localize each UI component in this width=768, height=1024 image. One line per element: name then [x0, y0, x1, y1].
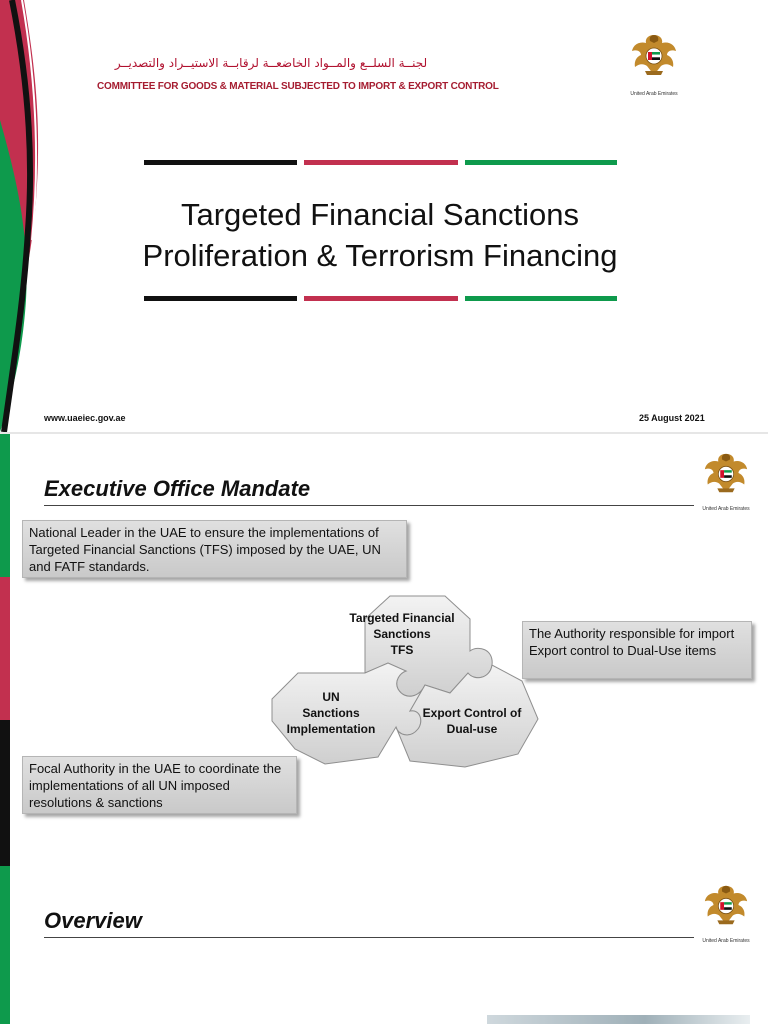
uae-emblem — [626, 26, 682, 97]
slide-title-line1: Targeted Financial Sanctions — [180, 197, 580, 232]
puzzle-un-line3: Implementation — [286, 722, 376, 736]
emblem-caption: United Arab Emirates — [630, 91, 678, 97]
divider-bar-black-top — [144, 160, 297, 165]
overview-slide — [0, 866, 768, 1024]
sidebar-stripe-green — [0, 434, 10, 577]
uae-emblem — [700, 879, 752, 944]
export-control-description-box: The Authority responsible for import Export control to Dual-Use items — [522, 621, 752, 679]
divider-bar-black-bottom — [144, 296, 297, 301]
presentation-date: 25 August 2021 — [639, 413, 705, 423]
committee-arabic-name: لجنــة السلــع والمــواد الخاضعــة لرقابــة الاستيــراد والتصديــر — [114, 56, 428, 70]
puzzle-tfs-line3: TFS — [390, 643, 414, 657]
puzzle-export-line2: Dual-use — [446, 722, 498, 736]
website-link[interactable]: www.uaeiec.gov.ae — [44, 413, 126, 423]
tfs-description-box: National Leader in the UAE to ensure the implementations of Targeted Financial Sanctions (TFS) imposed by the UAE, UN and FATF standards. — [22, 520, 407, 578]
un-sanctions-description-box: Focal Authority in the UAE to coordinate the implementations of all UN imposed resolutions & sanctions — [22, 756, 297, 814]
puzzle-un-line1: UN — [322, 690, 340, 704]
flag-waves-decoration — [0, 0, 50, 432]
sidebar-stripe-red — [0, 577, 10, 720]
emblem-caption: United Arab Emirates — [702, 506, 750, 512]
heading-underline — [44, 505, 694, 506]
falcon-emblem-icon — [702, 447, 750, 501]
sidebar-stripe-green — [0, 866, 10, 1024]
falcon-emblem-icon — [629, 26, 679, 86]
divider-bar-green-bottom — [465, 296, 617, 301]
slide-title-line2: Proliferation & Terrorism Financing — [142, 238, 618, 273]
sidebar-stripe-black — [0, 720, 10, 866]
divider-bar-red-top — [304, 160, 458, 165]
falcon-emblem-icon — [702, 879, 750, 933]
slide-heading: Executive Office Mandate — [44, 476, 311, 501]
puzzle-un-line2: Sanctions — [302, 706, 360, 720]
uae-emblem — [700, 447, 752, 512]
slide-title — [60, 194, 700, 276]
puzzle-tfs-line2: Sanctions — [373, 627, 431, 641]
emblem-caption: United Arab Emirates — [702, 938, 750, 944]
title-slide — [0, 0, 768, 432]
committee-english-name: COMMITTEE FOR GOODS & MATERIAL SUBJECTED TO IMPORT & EXPORT CONTROL — [97, 81, 499, 92]
slide-heading: Overview — [44, 908, 142, 933]
mandate-puzzle-diagram — [260, 589, 545, 774]
divider-bar-red-bottom — [304, 296, 458, 301]
overview-photo — [487, 1015, 750, 1024]
puzzle-tfs-line1: Targeted Financial — [349, 611, 455, 625]
mandate-slide — [0, 434, 768, 866]
heading-underline — [44, 937, 694, 938]
divider-bar-green-top — [465, 160, 617, 165]
puzzle-export-line1: Export Control of — [422, 706, 522, 720]
